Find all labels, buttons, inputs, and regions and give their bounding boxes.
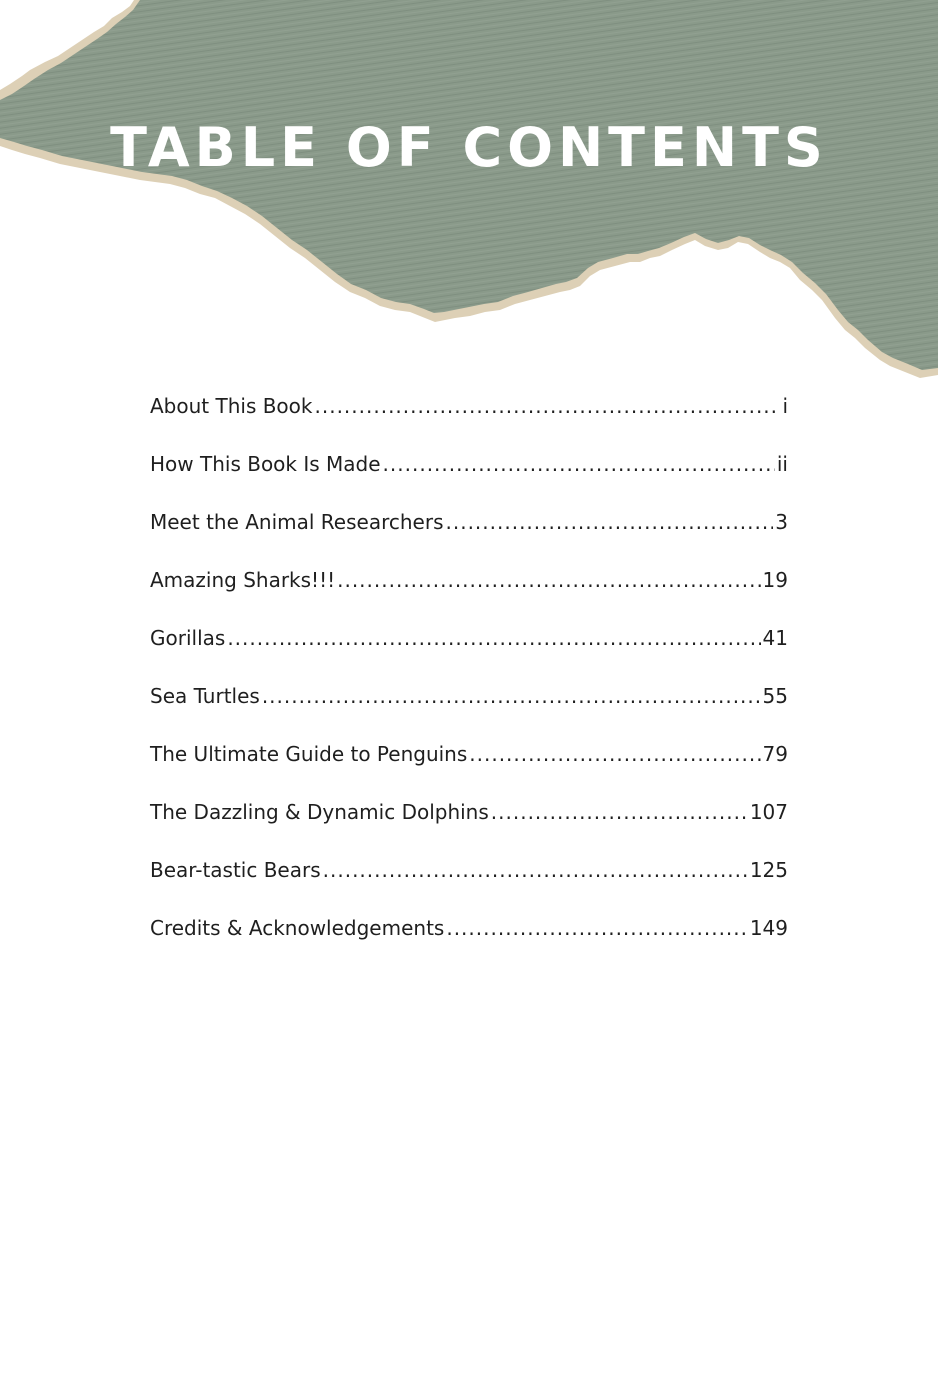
toc-entry-title: About This Book (150, 394, 313, 418)
toc-entry-page: 3 (775, 510, 788, 534)
toc-entry-title: How This Book Is Made (150, 452, 381, 476)
toc-entry-page: i (782, 394, 788, 418)
table-of-contents (150, 386, 788, 966)
dot-leader (262, 676, 761, 716)
torn-paper-banner (0, 0, 938, 400)
toc-entry-page: 107 (749, 800, 788, 824)
toc-entry-page: 149 (749, 916, 788, 940)
toc-entry[interactable] (150, 444, 788, 502)
dot-leader (315, 386, 781, 426)
toc-entry[interactable] (150, 734, 788, 792)
dot-leader (227, 618, 760, 658)
toc-entry-title: Credits & Acknowledgements (150, 916, 445, 940)
toc-entry-title: The Dazzling & Dynamic Dolphins (150, 800, 489, 824)
toc-entry[interactable] (150, 792, 788, 850)
toc-entry-title: Gorillas (150, 626, 226, 650)
toc-entry[interactable] (150, 850, 788, 908)
toc-entry[interactable] (150, 618, 788, 676)
toc-entry-page: 41 (762, 626, 788, 650)
toc-entry-page: 19 (762, 568, 788, 592)
toc-entry-page: ii (776, 452, 788, 476)
page-title: TABLE OF CONTENTS (110, 116, 828, 179)
toc-entry[interactable] (150, 908, 788, 966)
dot-leader (491, 792, 748, 832)
dot-leader (446, 502, 774, 542)
dot-leader (469, 734, 760, 774)
dot-leader (323, 850, 748, 890)
toc-entry-title: Amazing Sharks!!! (150, 568, 336, 592)
toc-entry-title: The Ultimate Guide to Penguins (150, 742, 468, 766)
dot-leader (446, 908, 747, 948)
toc-entry-title: Meet the Animal Researchers (150, 510, 444, 534)
toc-entry-page: 125 (749, 858, 788, 882)
dot-leader (337, 560, 760, 600)
toc-entry-page: 79 (762, 742, 788, 766)
toc-entry[interactable] (150, 560, 788, 618)
toc-entry[interactable] (150, 386, 788, 444)
toc-entry[interactable] (150, 676, 788, 734)
toc-entry-page: 55 (762, 684, 788, 708)
toc-entry-title: Bear-tastic Bears (150, 858, 321, 882)
toc-entry[interactable] (150, 502, 788, 560)
torn-paper-graphic (0, 0, 938, 400)
dot-leader (383, 444, 775, 484)
toc-entry-title: Sea Turtles (150, 684, 260, 708)
